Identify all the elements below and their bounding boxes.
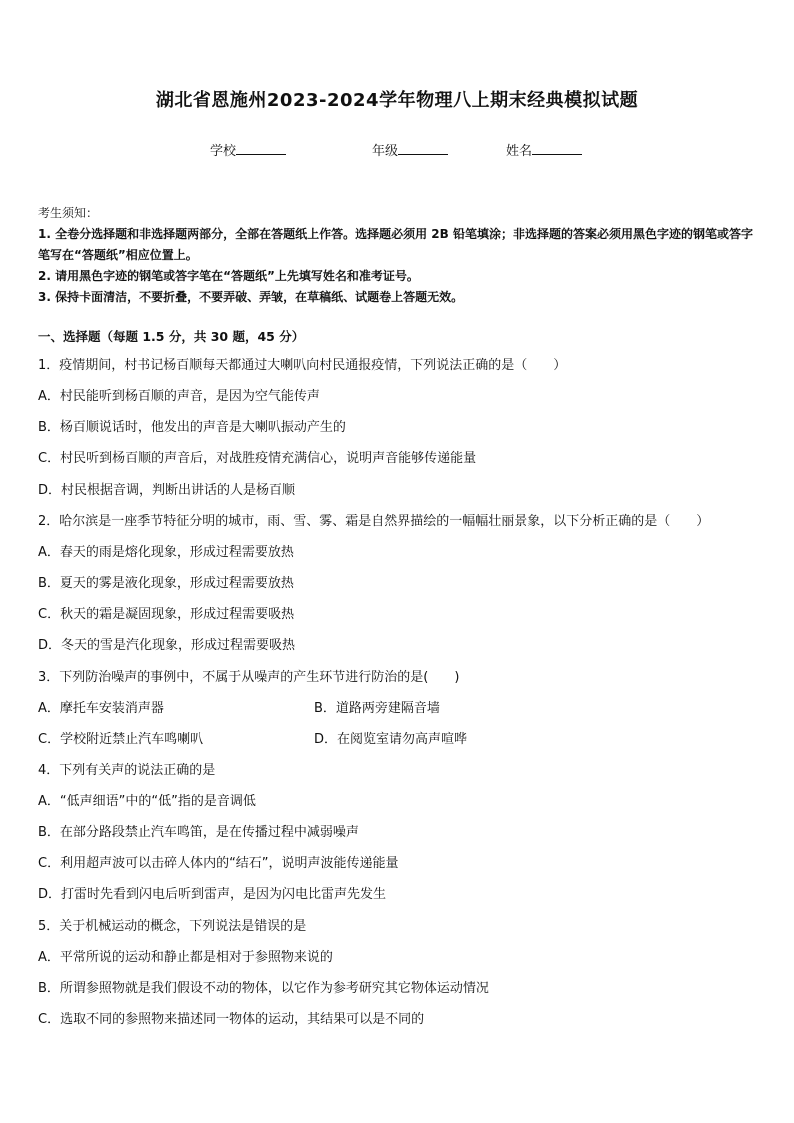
question-1-option-c[interactable]: C．村民听到杨百顺的声音后，对战胜疫情充满信心，说明声音能够传递能量 — [38, 451, 477, 466]
question-1-option-b[interactable]: B．杨百顺说话时，他发出的声音是大喇叭振动产生的 — [38, 420, 346, 435]
question-5-option-a[interactable]: A．平常所说的运动和静止都是相对于参照物来说的 — [38, 950, 333, 965]
question-2-option-c[interactable]: C．秋天的霜是凝固现象，形成过程需要吸热 — [38, 607, 295, 622]
notice-item-1: 1. 全卷分选择题和非选择题两部分，全部在答题纸上作答。选择题必须用 2B 铅笔填涂；非选择题的答案必须用黑色字迹的钢笔或答字笔写在“答题纸”相应位置上。 — [38, 227, 753, 262]
question-1-option-a[interactable]: A．村民能听到杨百顺的声音，是因为空气能传声 — [38, 389, 320, 404]
notice-item-2: 2. 请用黑色字迹的钢笔或答字笔在“答题纸”上先填写姓名和准考证号。 — [38, 269, 419, 283]
name-blank[interactable] — [532, 142, 582, 155]
name-field[interactable] — [506, 140, 582, 159]
exam-title: 湖北省恩施州2023-2024学年物理八上期末经典模拟试题 — [155, 90, 639, 111]
question-2-option-b[interactable]: B．夏天的雾是液化现象，形成过程需要放热 — [38, 576, 294, 591]
question-1-option-d[interactable]: D．村民根据音调，判断出讲话的人是杨百顺 — [38, 483, 296, 498]
notice-heading: 考生须知： — [38, 206, 99, 220]
school-blank[interactable] — [236, 142, 286, 155]
question-3-option-d[interactable]: D．在阅览室请勿高声喧哗 — [314, 732, 468, 747]
question-3-option-b[interactable]: B．道路两旁建隔音墙 — [314, 701, 440, 716]
school-field[interactable] — [210, 140, 286, 159]
question-4-option-a[interactable]: A．“低声细语”中的“低”指的是音调低 — [38, 794, 256, 809]
question-4-option-c[interactable]: C．利用超声波可以击碎人体内的“结石”，说明声波能传递能量 — [38, 856, 399, 871]
question-5-stem: 5．关于机械运动的概念，下列说法是错误的是 — [38, 919, 307, 934]
question-3-option-a[interactable]: A．摩托车安装消声器 — [38, 701, 164, 716]
question-4-option-d[interactable]: D．打雷时先看到闪电后听到雷声，是因为闪电比雷声先发生 — [38, 887, 387, 902]
grade-blank[interactable] — [398, 142, 448, 155]
grade-field[interactable] — [372, 140, 448, 159]
exam-notice — [38, 203, 762, 308]
grade-label: 年级 — [372, 144, 399, 159]
question-1-stem: 1．疫情期间，村书记杨百顺每天都通过大喇叭向村民通报疫情，下列说法正确的是（ ） — [38, 358, 567, 373]
question-2-option-d[interactable]: D．冬天的雪是汽化现象，形成过程需要吸热 — [38, 638, 296, 653]
notice-item-3: 3. 保持卡面清洁，不要折叠，不要弄破、弄皱，在草稿纸、试题卷上答题无效。 — [38, 290, 464, 304]
question-5-option-b[interactable]: B．所谓参照物就是我们假设不动的物体，以它作为参考研究其它物体运动情况 — [38, 981, 489, 996]
question-3-option-c[interactable]: C．学校附近禁止汽车鸣喇叭 — [38, 732, 204, 747]
school-label: 学校 — [210, 144, 237, 159]
name-label: 姓名 — [506, 144, 533, 159]
question-2-option-a[interactable]: A．春天的雨是熔化现象，形成过程需要放热 — [38, 545, 294, 560]
section-heading: 一、选择题（每题 1.5 分，共 30 题，45 分） — [38, 329, 305, 344]
question-2-stem: 2．哈尔滨是一座季节特征分明的城市，雨、雪、雾、霜是自然界描绘的一幅幅壮丽景象，以下分析正确的是（ ） — [38, 514, 710, 529]
question-4-option-b[interactable]: B．在部分路段禁止汽车鸣笛，是在传播过程中减弱噪声 — [38, 825, 359, 840]
question-4-stem: 4．下列有关声的说法正确的是 — [38, 763, 216, 778]
question-5-option-c[interactable]: C．选取不同的参照物来描述同一物体的运动，其结果可以是不同的 — [38, 1012, 425, 1027]
question-3-stem: 3．下列防治噪声的事例中，不属于从噪声的产生环节进行防治的是( ) — [38, 670, 460, 685]
